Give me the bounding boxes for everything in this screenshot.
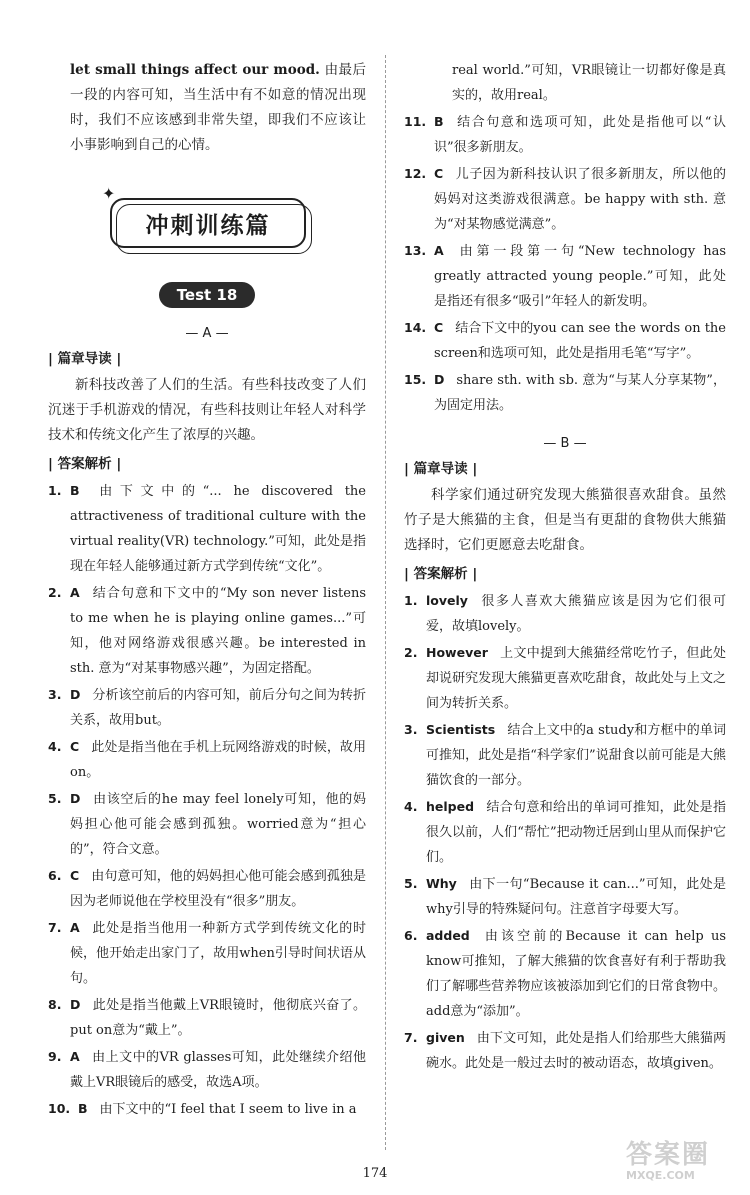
item-explanation: 结合句意和下文中的“My son never listens to me when he is playing online games...”可知，他对网络游戏很感兴趣。be interested in sth. 意为“对某事物感兴趣”，为固定搭配。 <box>70 586 366 676</box>
column-divider <box>385 55 386 1150</box>
page-number: 174 <box>362 1166 388 1181</box>
item-answer: C <box>434 320 444 335</box>
item-number: 4. <box>404 799 418 814</box>
item-body <box>70 786 366 862</box>
item-number: 11. <box>404 114 427 129</box>
item-body <box>434 367 726 418</box>
item-number: 7. <box>48 920 62 935</box>
test-label: Test 18 <box>159 282 255 308</box>
item-explanation: 由下文中的“I feel that I seem to live in a <box>99 1102 357 1117</box>
item-number: 14. <box>404 320 427 335</box>
item-number: 6. <box>48 868 62 883</box>
answer-item <box>404 871 726 922</box>
answer-item <box>404 367 726 418</box>
item-explanation: 结合句意和选项可知，此处是指他可以“认识”很多新朋友。 <box>434 115 726 155</box>
item-answer: B <box>434 114 444 129</box>
intro-text: 由最后一段的内容可知，当生活中有不如意的情况出现时，我们不应该感到非常失望，即我们不应该让小事影响到自己的心情。 <box>70 62 366 153</box>
guide-heading-a: | 篇章导读 | <box>48 351 122 367</box>
item-number: 3. <box>404 722 418 737</box>
answer-item <box>48 1096 366 1122</box>
section-b-label: — B — <box>543 436 587 451</box>
summary-a: 新科技改善了人们的生活。有些科技改变了人们沉迷于手机游戏的情况，有些科技则让年轻人对科学技术和传统文化产生了浓厚的兴趣。 <box>48 377 366 443</box>
item-body <box>452 58 726 108</box>
guide-heading-b: | 篇章导读 | <box>404 461 478 477</box>
item-number: 4. <box>48 739 62 754</box>
answer-list-a <box>48 478 366 1122</box>
answers-heading-a: | 答案解析 | <box>48 456 122 472</box>
item-body <box>70 992 366 1043</box>
item-answer: Scientists <box>426 722 496 737</box>
left-column <box>48 58 366 1123</box>
item-body <box>426 717 726 793</box>
item-body <box>70 734 366 785</box>
answer-item <box>48 580 366 681</box>
summary-b: 科学家们通过研究发现大熊猫很喜欢甜食。虽然竹子是大熊猫的主食，但是当有更甜的食物供大熊猫选择时，它们更愿意去吃甜食。 <box>404 487 726 553</box>
item-body <box>70 863 366 914</box>
item-explanation: 结合下文中的you can see the words on the screen和选项可知，此处是指用毛笔“写字”。 <box>434 321 726 361</box>
item-body <box>426 794 726 870</box>
watermark-line2: MXQE.COM <box>626 1169 695 1182</box>
item-number: 12. <box>404 166 427 181</box>
item-explanation: 结合句意和给出的单词可推知，此处是指很久以前，人们“帮忙”把动物迁居到山里从而保护它们。 <box>426 800 726 865</box>
item-answer: A <box>70 585 80 600</box>
item-explanation: 很多人喜欢大熊猫应该是因为它们很可爱，故填lovely。 <box>426 594 726 634</box>
item-body <box>434 315 726 366</box>
item-explanation: share sth. with sb. 意为“与某人分享某物”，为固定用法。 <box>434 373 726 413</box>
item-number: 15. <box>404 372 427 387</box>
item-explanation: 分析该空前后的内容可知，前后分句之间为转折关系，故用but。 <box>70 688 366 728</box>
intro-paragraph <box>48 58 366 158</box>
item-body <box>70 1044 366 1095</box>
item-number: 5. <box>48 791 62 806</box>
intro-bold: let small things affect our mood. <box>70 62 320 78</box>
item-body <box>70 682 366 733</box>
item-body <box>426 588 726 639</box>
item-answer: B <box>78 1101 88 1116</box>
item-answer: However <box>426 645 488 660</box>
item-number: 1. <box>48 483 62 498</box>
item-answer: D <box>70 997 81 1012</box>
answer-item <box>404 717 726 793</box>
item-explanation: 此处是指当他在手机上玩网络游戏的时候，故用on。 <box>70 740 366 780</box>
item-body <box>426 923 726 1024</box>
item-body <box>70 478 366 579</box>
item-answer: lovely <box>426 593 468 608</box>
answer-list-b <box>404 588 726 1076</box>
answer-item <box>48 863 366 914</box>
item-number: 2. <box>48 585 62 600</box>
answer-list-a-cont <box>404 58 726 418</box>
item-answer: C <box>434 166 444 181</box>
item-answer: D <box>70 687 81 702</box>
item-explanation: 由下文中的“... he discovered the attractiveness of traditional culture with the virtual reality(VR) technology.”可知，此处是指现在年轻人能够通过新方式学到传统“文化”。 <box>70 484 366 574</box>
answer-item <box>48 992 366 1043</box>
item-answer: D <box>434 372 445 387</box>
item-explanation: 结合上文中的a study和方框中的单词可推知，此处是指“科学家们”说甜食以前可能是大熊猫饮食的一部分。 <box>426 723 726 788</box>
item-body <box>78 1096 366 1122</box>
item-answer: A <box>70 1049 80 1064</box>
answer-item <box>48 478 366 579</box>
item-number: 7. <box>404 1030 418 1045</box>
item-body <box>426 1025 726 1076</box>
item-answer: A <box>70 920 80 935</box>
item-number: 9. <box>48 1049 62 1064</box>
item-number: 8. <box>48 997 62 1012</box>
answer-item <box>404 238 726 314</box>
item-explanation: 由该空后的he may feel lonely可知，他的妈妈担心他可能会感到孤独。worried意为“担心的”，符合文意。 <box>70 792 366 857</box>
item-body <box>426 640 726 716</box>
item-body <box>70 915 366 991</box>
answer-item <box>48 734 366 785</box>
item-explanation: 儿子因为新科技认识了很多新朋友，所以他的妈妈对这类游戏很满意。be happy with sth. 意为“对某物感觉满意”。 <box>434 167 726 232</box>
answer-item <box>48 915 366 991</box>
item-explanation: 此处是指当他戴上VR眼镜时，他彻底兴奋了。put on意为“戴上”。 <box>70 998 366 1038</box>
item-answer: given <box>426 1030 465 1045</box>
item-number: 2. <box>404 645 418 660</box>
item-explanation: real world.”可知，VR眼镜让一切都好像是真实的，故用real。 <box>452 63 726 103</box>
item-number: 5. <box>404 876 418 891</box>
item-answer: added <box>426 928 470 943</box>
answer-item <box>404 640 726 716</box>
sparkle-icon: ✦ <box>102 184 116 203</box>
item-explanation: 由句意可知，他的妈妈担心他可能会感到孤独是因为老师说他在学校里没有“很多”朋友。 <box>70 869 366 909</box>
item-body <box>434 109 726 160</box>
item-answer: B <box>70 483 80 498</box>
answer-item <box>404 161 726 237</box>
answer-item <box>404 109 726 160</box>
item-body <box>434 161 726 237</box>
item-number: 13. <box>404 243 427 258</box>
item-number: 10. <box>48 1101 71 1116</box>
banner-title: 冲刺训练篇 <box>110 198 306 248</box>
item-explanation: 由下一句“Because it can...”可知，此处是why引导的特殊疑问句。注意首字母要大写。 <box>426 877 726 917</box>
section-a-label: — A — <box>185 326 229 341</box>
answer-item <box>404 923 726 1024</box>
answer-item <box>48 1044 366 1095</box>
answer-item <box>48 682 366 733</box>
item-explanation: 由上文中的VR glasses可知，此处继续介绍他戴上VR眼镜后的感受，故选A项。 <box>70 1050 366 1090</box>
item-body <box>70 580 366 681</box>
answers-heading-b: | 答案解析 | <box>404 566 478 582</box>
item-body <box>434 238 726 314</box>
item-explanation: 由该空前的Because it can help us know可推知，了解大熊猫的饮食喜好有利于帮助我们了解哪些营养物应该被添加到它们的日常食物中。add意为“添加”。 <box>426 929 726 1019</box>
item-body <box>426 871 726 922</box>
watermark-line1: 答案圈 <box>626 1140 711 1170</box>
item-answer: helped <box>426 799 475 814</box>
item-explanation: 由下文可知，此处是指人们给那些大熊猫两碗水。此处是一般过去时的被动语态，故填given。 <box>426 1031 726 1071</box>
answer-item <box>404 315 726 366</box>
item-number: 1. <box>404 593 418 608</box>
item-number: 3. <box>48 687 62 702</box>
item-explanation: 此处是指当他用一种新方式学到传统文化的时候，他开始走出家门了，故用when引导时间状语从句。 <box>70 921 366 986</box>
watermark-logo <box>626 1134 726 1180</box>
answer-item <box>404 588 726 639</box>
item-answer: C <box>70 739 80 754</box>
item-answer: C <box>70 868 80 883</box>
answer-item <box>404 794 726 870</box>
answer-item <box>404 58 726 108</box>
item-answer: D <box>70 791 81 806</box>
item-answer: A <box>434 243 444 258</box>
right-column <box>404 58 726 1077</box>
section-banner <box>48 184 366 276</box>
item-number: 6. <box>404 928 418 943</box>
item-explanation: 由第一段第一句“New technology has greatly attracted young people.”可知，此处是指还有很多“吸引”年轻人的新发明。 <box>434 244 726 309</box>
answer-item <box>404 1025 726 1076</box>
item-explanation: 上文中提到大熊猫经常吃竹子，但此处却说研究发现大熊猫更喜欢吃甜食，故此处与上文之间为转折关系。 <box>426 646 726 711</box>
item-answer: Why <box>426 876 457 891</box>
answer-item <box>48 786 366 862</box>
